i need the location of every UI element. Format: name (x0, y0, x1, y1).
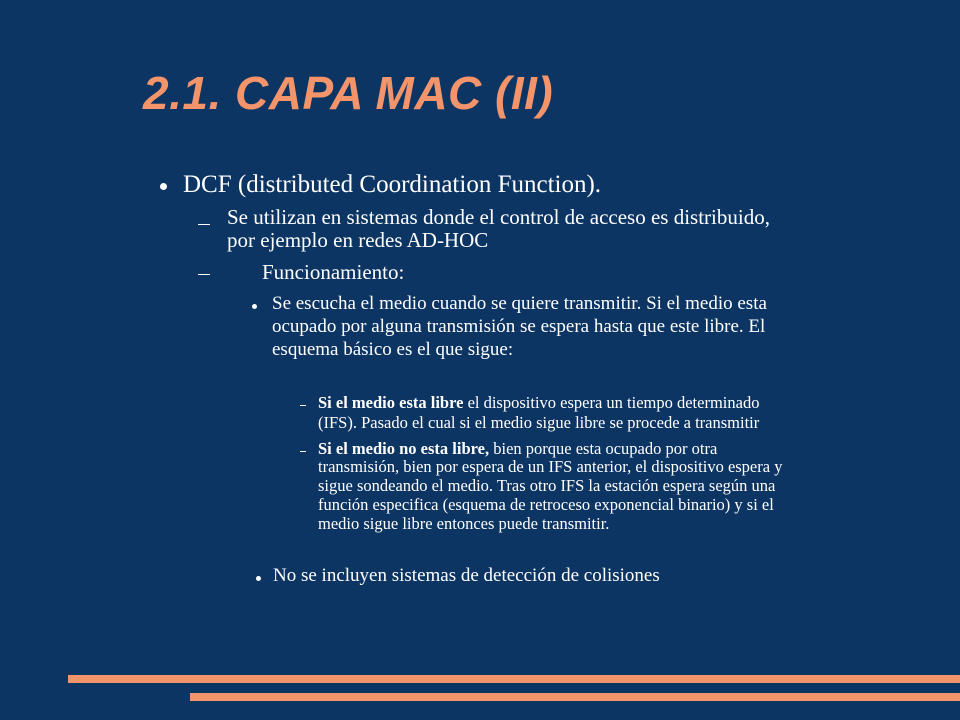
detail-line (318, 394, 759, 412)
detail-line: función especifica (esquema de retroceso exponencial binario) y si el (318, 495, 774, 514)
accent-bar-bottom (190, 693, 960, 701)
dash-icon (198, 224, 210, 225)
sub-item-line: por ejemplo en redes AD-HOC (227, 228, 489, 252)
accent-bar-top (68, 675, 960, 683)
bullet-line: esquema básico es el que sigue: (272, 339, 514, 360)
detail-line: sigue sondeando el medio. Tras otro IFS la estación espera según una (318, 476, 776, 495)
bullet-dot-icon (160, 183, 167, 190)
detail-bold: Si el medio esta libre (318, 393, 464, 412)
sub-item-funcionamiento: Funcionamiento: (262, 260, 405, 284)
dash-icon (198, 274, 210, 275)
detail-rest: el dispositivo espera un tiempo determinado (463, 393, 760, 412)
bullet-dot-icon (252, 304, 257, 309)
sub-item-line: Se utilizan en sistemas donde el control de acceso es distribuido, (227, 205, 770, 229)
bullet-line: Se escucha el medio cuando se quiere transmitir. Si el medio esta (272, 293, 767, 314)
bullet-dcf: DCF (distributed Coordination Function). (183, 171, 602, 198)
detail-line: transmisión, bien por espera de un IFS anterior, el dispositivo espera y (318, 457, 783, 476)
detail-line (318, 440, 717, 458)
detail-line: (IFS). Pasado el cual si el medio sigue libre se procede a transmitir (318, 413, 760, 432)
bullet-collisions: No se incluyen sistemas de detección de colisiones (273, 565, 660, 586)
dash-icon (300, 405, 306, 406)
detail-line: medio sigue libre entonces puede transmitir. (318, 514, 610, 533)
detail-bold: Si el medio no esta libre, (318, 439, 490, 458)
dash-icon (300, 451, 306, 452)
bullet-dot-icon (256, 576, 261, 581)
detail-rest: bien porque esta ocupado por otra (489, 439, 718, 458)
bullet-line: ocupado por alguna transmisión se espera hasta que este libre. El (272, 316, 766, 337)
slide-title: 2.1. CAPA MAC (II) (143, 67, 554, 119)
